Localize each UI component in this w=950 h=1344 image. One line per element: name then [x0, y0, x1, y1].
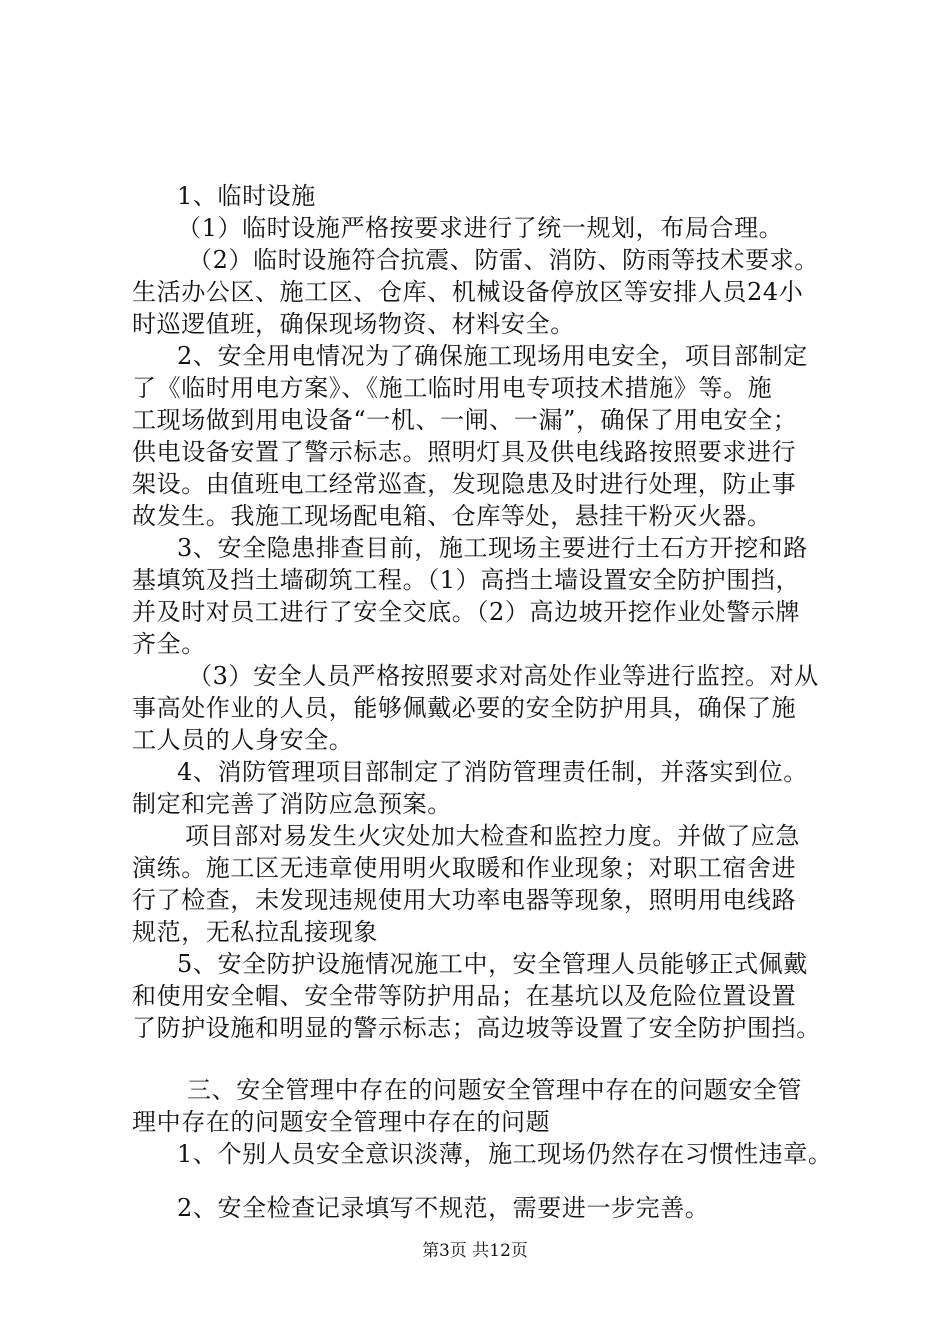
text-line: 5、安全防护设施情况施工中，安全管理人员能够正式佩戴 [177, 950, 808, 978]
text-line: 工现场做到用电设备“一机、一闸、一漏”，确保了用电安全； [132, 406, 798, 434]
text-line: 2、安全检查记录填写不规范，需要进一步完善。 [177, 1194, 710, 1222]
text-line: 生活办公区、施工区、仓库、机械设备停放区等安排人员24小 [132, 278, 804, 306]
text-line: 事高处作业的人员，能够佩戴必要的安全防护用具，确保了施 [132, 694, 797, 722]
text-line: 行了检查，未发现违规使用大功率电器等现象，照明用电线路 [132, 886, 797, 914]
text-line: 供电设备安置了警示标志。照明灯具及供电线路按照要求进行 [132, 438, 797, 466]
text-line: 工人员的人身安全。 [132, 726, 354, 754]
text-line: 架设。由值班电工经常巡查，发现隐患及时进行处理，防止事 [132, 470, 797, 498]
text-line: 故发生。我施工现场配电箱、仓库等处，悬挂干粉灭火器。 [132, 502, 772, 530]
text-line: 1、临时设施 [177, 182, 316, 210]
text-line: 项目部对易发生火灾处加大检查和监控力度。并做了应急 [185, 822, 800, 850]
text-line: （1）临时设施严格按要求进行了统一规划，布局合理。 [177, 214, 784, 242]
text-line: 时巡逻值班，确保现场物资、材料安全。 [132, 310, 575, 338]
text-line: 4、消防管理项目部制定了消防管理责任制，并落实到位。 [177, 758, 808, 786]
text-line: （2）临时设施符合抗震、防雷、消防、防雨等技术要求。 [188, 246, 819, 274]
text-line: 了防护设施和明显的警示标志；高边坡等设置了安全防护围挡。 [132, 1014, 821, 1042]
text-line: 并及时对员工进行了安全交底。（2）高边坡开挖作业处警示牌 [132, 598, 801, 626]
section-heading: 三、安全管理中存在的问题安全管理中存在的问题安全管 [187, 1076, 802, 1104]
text-line: 制定和完善了消防应急预案。 [132, 790, 452, 818]
page-number: 第3页 共12页 [422, 1241, 528, 1261]
text-line: 3、安全隐患排查目前，施工现场主要进行土石方开挖和路 [177, 534, 808, 562]
text-line: （3）安全人员严格按照要求对高处作业等进行监控。对从 [188, 662, 819, 690]
text-line: 演练。施工区无违章使用明火取暖和作业现象；对职工宿舍进 [132, 854, 797, 882]
text-line: 了《临时用电方案》、《施工临时用电专项技术措施》等。施 [132, 374, 773, 402]
text-line: 和使用安全帽、安全带等防护用品；在基坑以及危险位置设置 [132, 982, 797, 1010]
text-line: 规范，无私拉乱接现象 [132, 918, 378, 946]
text-line: 1、个别人员安全意识淡薄，施工现场仍然存在习惯性违章。 [177, 1140, 833, 1168]
text-line: 2、安全用电情况为了确保施工现场用电安全，项目部制定 [177, 342, 808, 370]
text-line: 齐全。 [132, 630, 206, 658]
text-line: 基填筑及挡土墙砌筑工程。（1）高挡土墙设置安全防护围挡， [132, 566, 801, 594]
section-heading: 理中存在的问题安全管理中存在的问题 [132, 1108, 551, 1136]
